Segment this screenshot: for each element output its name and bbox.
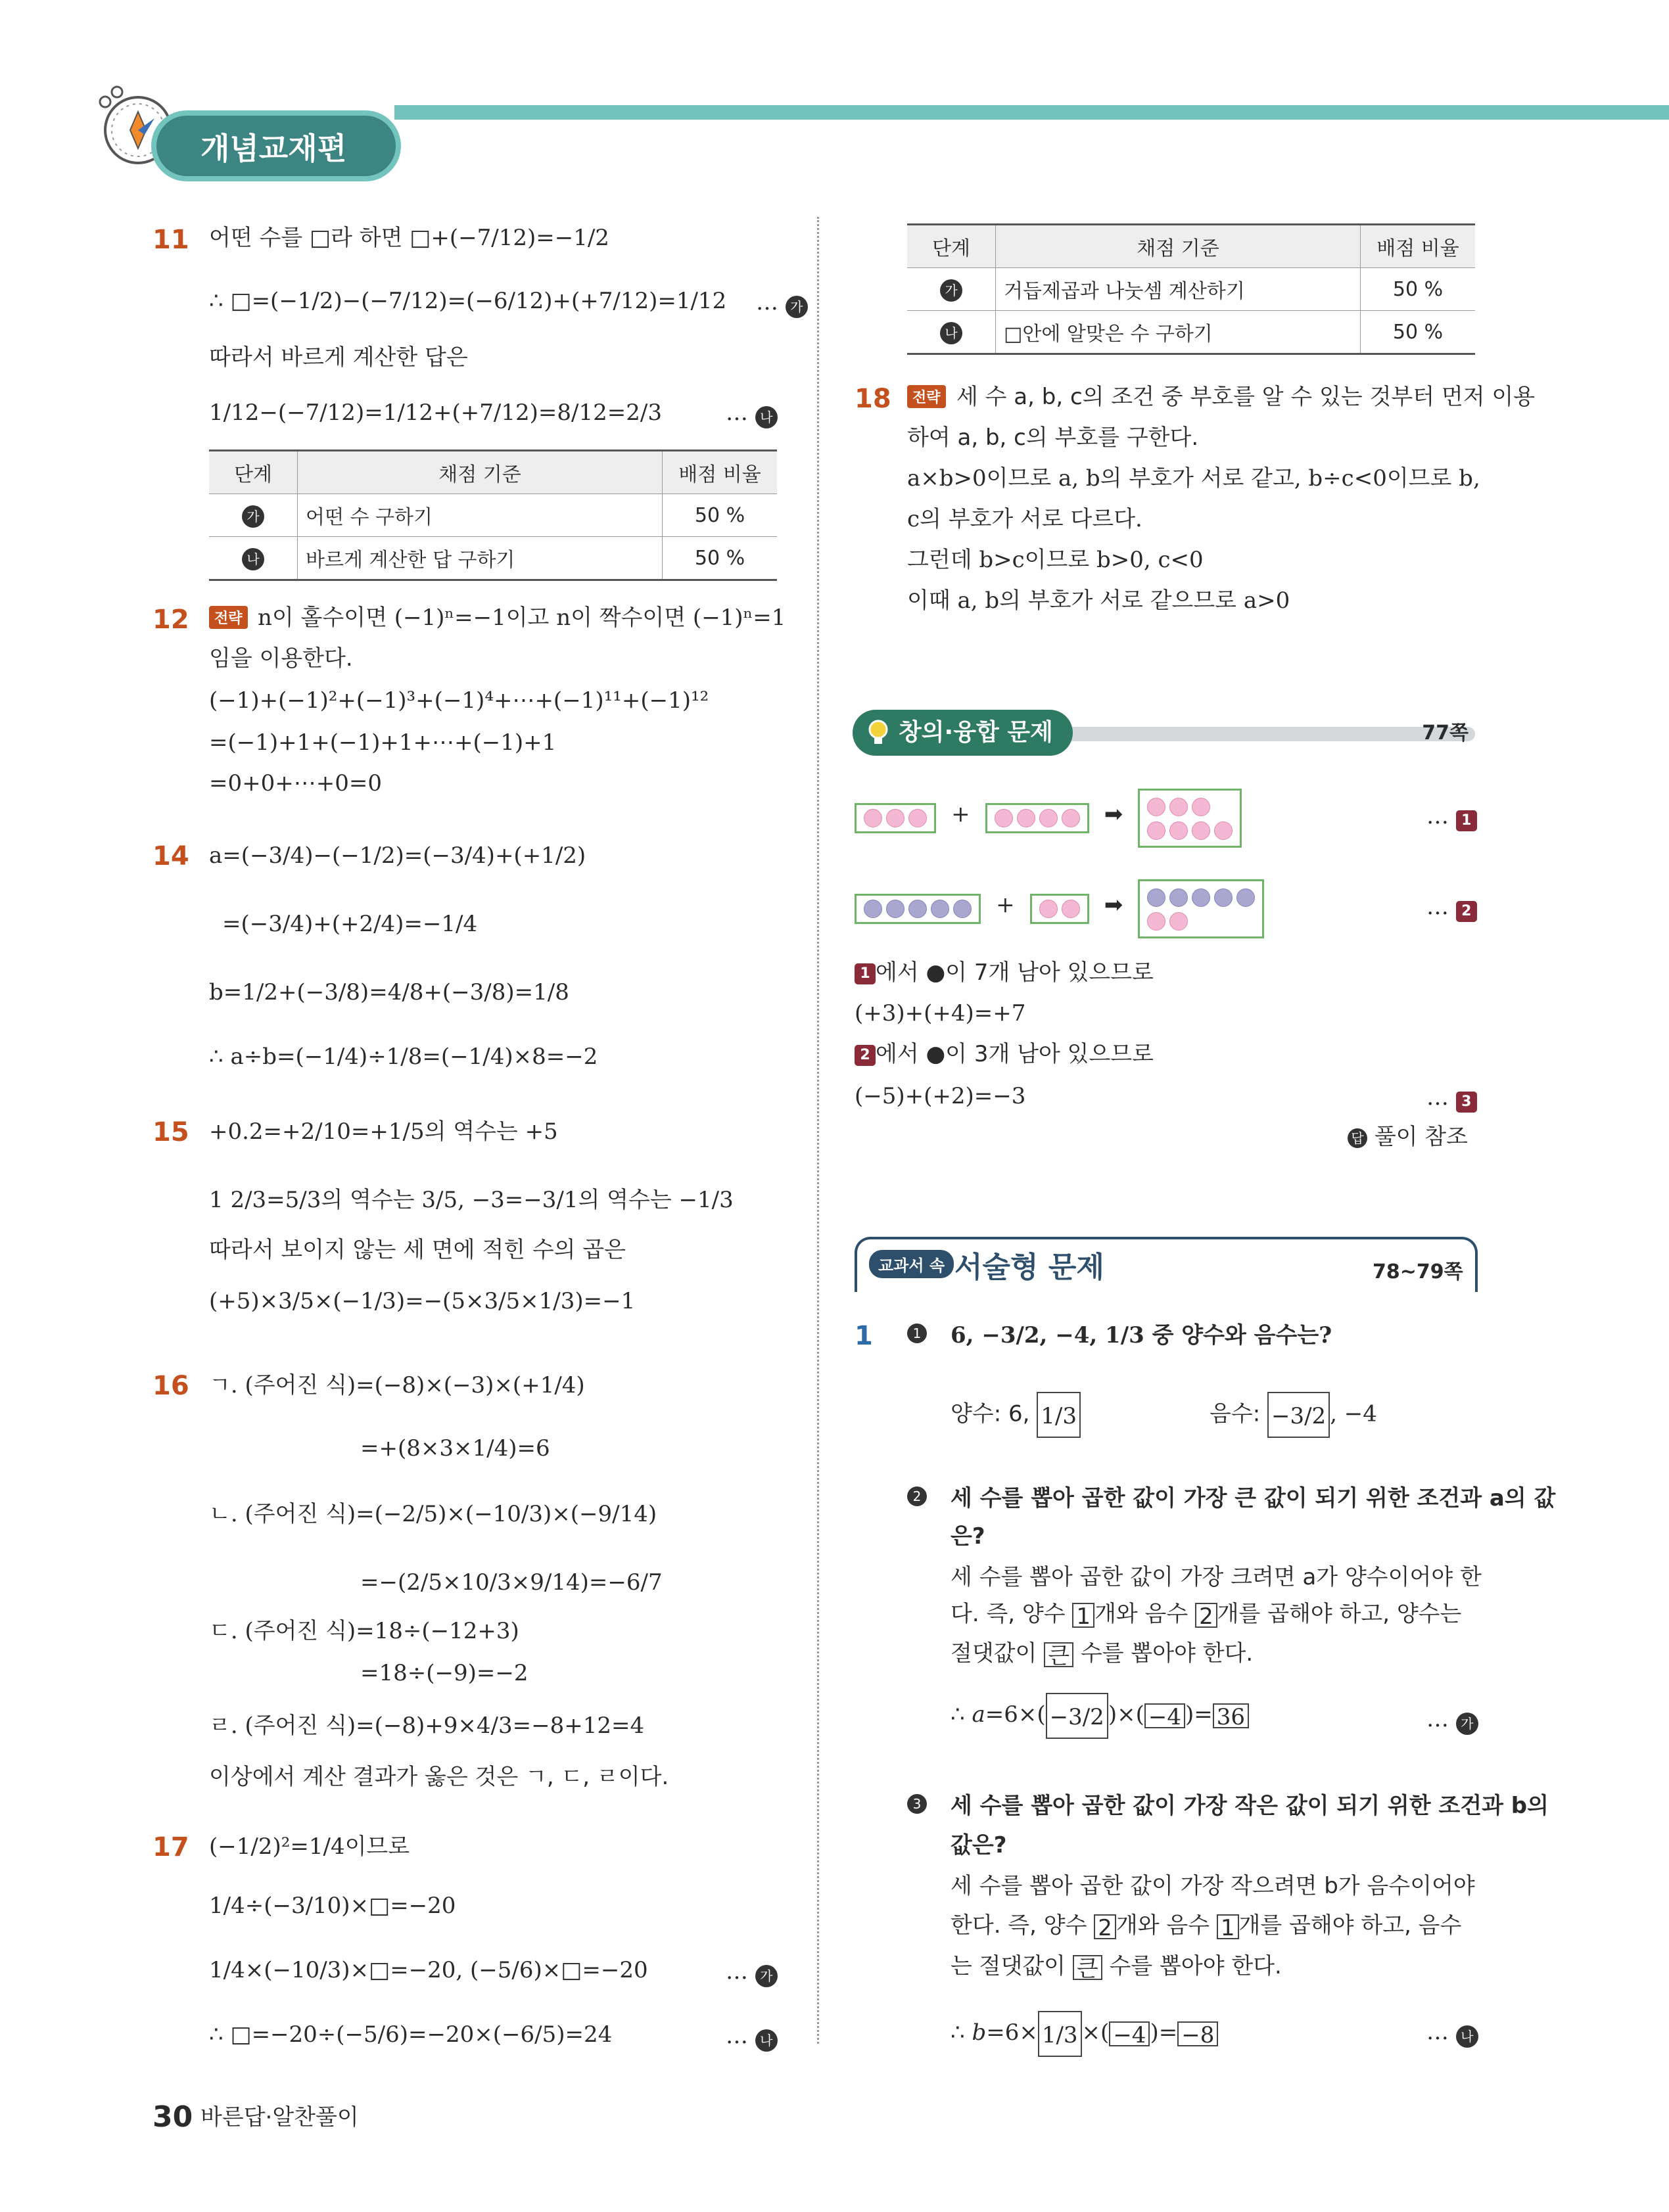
creative-mark-3: … 3 (1426, 1084, 1477, 1113)
marker-1: 1 (855, 963, 876, 984)
p11-mark-ga: … 가 (756, 289, 808, 318)
p15-line1: +0.2=+2/10=+1/5의 역수는 +5 (209, 1118, 558, 1145)
p17-line1: (−1/2)²=1/4이므로 (209, 1833, 410, 1860)
textbook-badge: 교과서 속 (869, 1250, 954, 1278)
p11-line2: ∴ □=(−1/2)−(−7/12)=(−6/12)+(+7/12)=1/12 (209, 288, 727, 314)
creative-title: 창의·융합 문제 (853, 710, 1073, 756)
q3-mark-na: … 나 (1426, 2019, 1478, 2048)
q3-blank-negative: 1 (1217, 1914, 1239, 1939)
q2-blank-positive: 1 (1072, 1603, 1094, 1628)
q1-pos-label: 양수: (951, 1400, 1002, 1427)
arrow-icon: ➡ (1104, 891, 1123, 918)
p17-line2: 1/4÷(−3/10)×□=−20 (209, 1893, 456, 1919)
descriptive-title: 서술형 문제 (954, 1251, 1104, 1284)
q1-negative (1210, 1392, 1377, 1438)
p17-line3: 1/4×(−10/3)×□=−20, (−5/6)×□=−20 (209, 1957, 648, 1983)
creative-mark-2: … 2 (1426, 894, 1477, 922)
table-header-ratio: 배점 비율 (1361, 225, 1476, 268)
table-cell-ratio: 50 % (663, 537, 778, 580)
descriptive-page-ref: 78~79쪽 (1373, 1260, 1463, 1283)
table-cell-criterion: 바르게 계산한 답 구하기 (298, 537, 663, 580)
header-bar (394, 105, 1669, 120)
step-marker: 가 (242, 505, 264, 528)
q2-equation: ∴ a=6×( −3/2 )×( −4 )= 36 (951, 1693, 1249, 1739)
book-label: 바른답·알찬풀이 (200, 2104, 359, 2131)
section-tab-label: 개념교재편 (200, 131, 347, 166)
creative-line1: 에서 ●이 7개 남아 있으므로 (876, 959, 1154, 986)
p16-line3: ㄴ. (주어진 식)=(−2/5)×(−10/3)×(−9/14) (209, 1501, 657, 1527)
marker-2: 2 (855, 1045, 876, 1066)
p12-line1: n이 홀수이면 (−1)ⁿ=−1이고 n이 짝수이면 (−1)ⁿ=1 (258, 605, 786, 631)
table-row (209, 494, 777, 537)
dot-diagram-row1: + ➡ (855, 789, 1242, 848)
p12-line3: (−1)+(−1)²+(−1)³+(−1)⁴+⋯+(−1)¹¹+(−1)¹² (209, 687, 709, 714)
step-marker: 나 (940, 322, 962, 344)
p16-line5: ㄷ. (주어진 식)=18÷(−12+3) (209, 1618, 519, 1644)
table-cell-criterion: 어떤 수 구하기 (298, 494, 663, 537)
problem-18-number: 18 (855, 384, 891, 414)
table-header-step: 단계 (907, 225, 996, 268)
table-cell-ratio: 50 % (1361, 311, 1476, 354)
answer-badge: 답 (1348, 1128, 1367, 1148)
p16-line8: 이상에서 계산 결과가 옳은 것은 ㄱ, ㄷ, ㄹ이다. (209, 1764, 669, 1790)
strategy-badge: 전략 (907, 385, 946, 408)
p12-line2: 임을 이용한다. (209, 645, 353, 672)
problem-12-number: 12 (153, 605, 189, 635)
q3-text2: 값은? (951, 1832, 1007, 1858)
pink-group-2 (1030, 894, 1089, 924)
q2-sol2: 다. 즉, 양수 1 개와 음수 2 개를 곱해야 하고, 양수는 (951, 1601, 1462, 1630)
q2-sol3: 절댓값이 큰 수를 뽑아야 한다. (951, 1640, 1254, 1669)
table-row (907, 268, 1475, 311)
p15-line4: (+5)×3/5×(−1/3)=−(5×3/5×1/3)=−1 (209, 1288, 636, 1314)
table-header-criterion: 채점 기준 (298, 451, 663, 494)
q3-text1: 세 수를 뽑아 곱한 값이 가장 작은 값이 되기 위한 조건과 b의 (951, 1793, 1549, 1819)
q1-neg-val: , −4 (1330, 1400, 1377, 1427)
descriptive-problem-number: 1 (855, 1321, 873, 1351)
q3-sol1: 세 수를 뽑아 곱한 값이 가장 작으려면 b가 음수이어야 (951, 1873, 1475, 1899)
lightbulb-icon (861, 715, 895, 749)
p15-line3: 따라서 보이지 않는 세 면에 적힌 수의 곱은 (209, 1237, 626, 1263)
p18-badge-wrap (907, 385, 946, 408)
dot-diagram-row2: + ➡ (855, 879, 1264, 938)
creative-answer: 풀이 참조 (1374, 1124, 1468, 1150)
strategy-badge: 전략 (209, 606, 248, 629)
q2-text1: 세 수를 뽑아 곱한 값이 가장 큰 값이 되기 위한 조건과 a의 값 (951, 1485, 1556, 1511)
q2-eq-box3: 36 (1213, 1703, 1249, 1728)
column-divider (817, 217, 819, 2044)
problem-14-number: 14 (153, 841, 189, 871)
p17-mark-ga: … 가 (726, 1958, 778, 1987)
creative-line2: (+3)+(+4)=+7 (855, 1000, 1026, 1026)
p16-line6: =18÷(−9)=−2 (360, 1660, 529, 1686)
q1-pos-answer-box: 1/3 (1037, 1392, 1081, 1438)
p16-line4: =−(2/5×10/3×9/14)=−6/7 (360, 1569, 663, 1596)
q2-text2: 은? (951, 1523, 985, 1550)
creative-mark-1: … 1 (1426, 803, 1477, 831)
q1-positive (951, 1392, 1081, 1438)
p11-mark-na: … 나 (726, 400, 778, 428)
mixed-group (1138, 879, 1264, 938)
problem-11-number: 11 (153, 225, 189, 255)
table-header-ratio: 배점 비율 (663, 451, 778, 494)
table-header-step: 단계 (209, 451, 298, 494)
p12-line4: =(−1)+1+(−1)+1+⋯+(−1)+1 (209, 729, 557, 756)
purple-group-5 (855, 894, 981, 924)
p18-line4: c의 부호가 서로 다르다. (907, 506, 1142, 532)
step-marker: 가 (940, 279, 962, 302)
creative-line4: (−5)+(+2)=−3 (855, 1083, 1026, 1109)
p11-line3: 따라서 바르게 계산한 답은 (209, 344, 468, 371)
p15-line2: 1 2/3=5/3의 역수는 3/5, −3=−3/1의 역수는 −1/3 (209, 1187, 734, 1213)
q3-eq-box2: −4 (1109, 2021, 1150, 2046)
creative-line3-wrap (855, 1041, 1154, 1067)
page-number: 30 (153, 2100, 193, 2134)
p14-line1: a=(−3/4)−(−1/2)=(−3/4)+(+1/2) (209, 842, 586, 869)
p17-grading-table (907, 223, 1475, 355)
p11-line4: 1/12−(−7/12)=1/12+(+7/12)=8/12=2/3 (209, 400, 662, 426)
q2-blank-negative: 2 (1195, 1603, 1217, 1628)
p18-line6: 이때 a, b의 부호가 서로 같으므로 a>0 (907, 588, 1290, 614)
problem-17-number: 17 (153, 1832, 189, 1862)
pink-group-7 (1138, 789, 1242, 848)
creative-answer-wrap (1348, 1124, 1468, 1150)
q1-neg-label: 음수: (1210, 1400, 1261, 1427)
pink-group-3 (855, 803, 936, 833)
p16-line1: ㄱ. (주어진 식)=(−8)×(−3)×(+1/4) (209, 1372, 585, 1398)
table-header-criterion: 채점 기준 (996, 225, 1361, 268)
q2-marker: 2 (907, 1486, 927, 1506)
p18-line5: 그런데 b>c이므로 b>0, c<0 (907, 547, 1204, 573)
p14-line2: =(−3/4)+(+2/4)=−1/4 (222, 911, 478, 937)
arrow-icon: ➡ (1104, 800, 1123, 827)
q3-eq-box1: 1/3 (1038, 2011, 1082, 2057)
table-cell-ratio: 50 % (1361, 268, 1476, 311)
p18-line1: 세 수 a, b, c의 조건 중 부호를 알 수 있는 것부터 먼저 이용 (956, 384, 1536, 410)
p11-grading-table (209, 449, 777, 581)
pink-group-4 (985, 803, 1089, 833)
q1-neg-answer-box: −3/2 (1267, 1392, 1330, 1438)
q1-marker: 1 (907, 1324, 927, 1343)
p16-line2: =+(8×3×1/4)=6 (360, 1435, 550, 1462)
q3-blank-positive: 2 (1094, 1914, 1116, 1939)
q1-text: 6, −3/2, −4, 1/3 중 양수와 음수는? (951, 1322, 1332, 1348)
q1-pos-val: 6, (1008, 1400, 1030, 1427)
q2-blank-large: 큰 (1044, 1642, 1073, 1667)
q3-sol2: 한다. 즉, 양수 2 개와 음수 1 개를 곱해야 하고, 음수 (951, 1912, 1462, 1941)
p12-badge-wrap (209, 606, 248, 629)
p14-line4: ∴ a÷b=(−1/4)÷1/8=(−1/4)×8=−2 (209, 1044, 598, 1070)
p18-line3: a×b>0이므로 a, b의 부호가 서로 같고, b÷c<0이므로 b, (907, 465, 1480, 492)
q2-sol1: 세 수를 뽑아 곱한 값이 가장 크려면 a가 양수이어야 한 (951, 1564, 1482, 1590)
q3-sol3: 는 절댓값이 큰 수를 뽑아야 한다. (951, 1953, 1282, 1982)
p17-line4: ∴ □=−20÷(−5/6)=−20×(−6/5)=24 (209, 2021, 613, 2048)
table-cell-criterion: □안에 알맞은 수 구하기 (996, 311, 1361, 354)
p18-line2: 하여 a, b, c의 부호를 구한다. (907, 425, 1199, 451)
q3-blank-large: 큰 (1073, 1955, 1102, 1980)
table-cell-ratio: 50 % (663, 494, 778, 537)
problem-15-number: 15 (153, 1117, 189, 1147)
step-marker: 나 (242, 548, 264, 570)
p11-line1: 어떤 수를 □라 하면 □+(−7/12)=−1/2 (209, 225, 609, 251)
q3-marker: 3 (907, 1794, 927, 1814)
problem-16-number: 16 (153, 1371, 189, 1401)
q3-equation: ∴ b=6× 1/3 ×( −4 )= −8 (951, 2011, 1218, 2057)
table-row (209, 537, 777, 580)
q2-eq-box1: −3/2 (1046, 1693, 1108, 1739)
creative-line1-wrap (855, 959, 1154, 986)
creative-line3: 에서 ●이 3개 남아 있으므로 (876, 1041, 1154, 1067)
p14-line3: b=1/2+(−3/8)=4/8+(−3/8)=1/8 (209, 979, 569, 1005)
p17-mark-na: … 나 (726, 2023, 778, 2052)
descriptive-badge-wrap (869, 1250, 954, 1278)
p16-line7: ㄹ. (주어진 식)=(−8)+9×4/3=−8+12=4 (209, 1713, 645, 1739)
q2-mark-ga: … 가 (1426, 1706, 1478, 1735)
table-row (907, 311, 1475, 354)
q2-eq-box2: −4 (1144, 1703, 1185, 1728)
p12-line5: =0+0+⋯+0=0 (209, 770, 382, 796)
table-cell-criterion: 거듭제곱과 나눗셈 계산하기 (996, 268, 1361, 311)
creative-page-ref: 77쪽 (1422, 722, 1469, 745)
creative-section-header (853, 710, 1475, 756)
q3-eq-box3: −8 (1177, 2021, 1218, 2046)
